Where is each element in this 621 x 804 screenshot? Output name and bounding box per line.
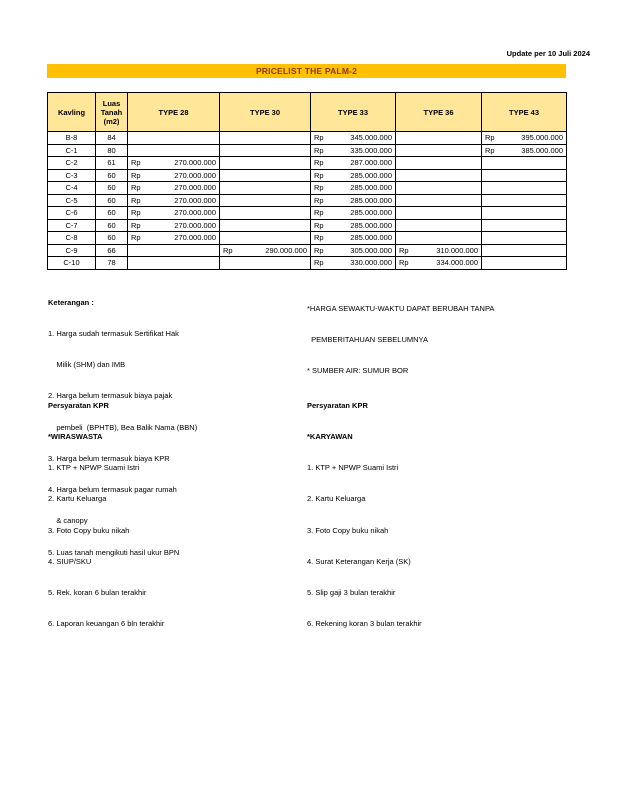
price-amount: 270.000.000 bbox=[174, 220, 216, 230]
col-header-type-28: TYPE 28 bbox=[128, 93, 220, 132]
price-cell bbox=[311, 219, 396, 232]
pricelist-table bbox=[47, 92, 567, 270]
unavailable-cell bbox=[220, 194, 311, 207]
price-amount: 287.000.000 bbox=[350, 158, 392, 168]
kpr-subheading-wiraswasta: *WIRASWASTA bbox=[48, 432, 103, 442]
unavailable-cell bbox=[482, 194, 567, 207]
currency-label: Rp bbox=[131, 183, 141, 193]
currency-label: Rp bbox=[131, 208, 141, 218]
currency-label: Rp bbox=[314, 133, 324, 143]
price-cell bbox=[311, 244, 396, 257]
update-date-label: Update per 10 Juli 2024 bbox=[506, 49, 590, 58]
price-cell bbox=[128, 207, 220, 220]
kavling-cell: C-3 bbox=[48, 169, 96, 182]
luas-tanah-cell: 61 bbox=[96, 157, 128, 170]
table-row bbox=[48, 132, 567, 145]
price-cell bbox=[311, 169, 396, 182]
unavailable-cell bbox=[482, 219, 567, 232]
price-disclaimer-notes bbox=[307, 283, 494, 387]
kpr-item: 4. SIUP/SKU bbox=[48, 556, 92, 566]
unavailable-cell bbox=[220, 207, 311, 220]
luas-tanah-cell: 60 bbox=[96, 194, 128, 207]
currency-label: Rp bbox=[131, 170, 141, 180]
currency-label: Rp bbox=[131, 220, 141, 230]
price-cell bbox=[311, 194, 396, 207]
keterangan-line: 2. Harga belum termasuk biaya pajak bbox=[48, 391, 173, 401]
price-amount: 305.000.000 bbox=[350, 245, 392, 255]
table-row bbox=[48, 232, 567, 245]
keterangan-heading: Keterangan : bbox=[48, 297, 94, 307]
kpr-item: 4. Surat Keterangan Kerja (SK) bbox=[307, 556, 411, 566]
kpr-item: 5. Slip gaji 3 bulan terakhir bbox=[307, 588, 396, 598]
currency-label: Rp bbox=[131, 158, 141, 168]
unavailable-cell bbox=[128, 244, 220, 257]
table-row bbox=[48, 182, 567, 195]
price-amount: 285.000.000 bbox=[350, 183, 392, 193]
unavailable-cell bbox=[220, 232, 311, 245]
kavling-cell: C-8 bbox=[48, 232, 96, 245]
price-amount: 270.000.000 bbox=[174, 195, 216, 205]
price-amount: 270.000.000 bbox=[174, 233, 216, 243]
currency-label: Rp bbox=[131, 233, 141, 243]
price-cell bbox=[311, 182, 396, 195]
table-row bbox=[48, 257, 567, 270]
water-source-line: * SUMBER AIR: SUMUR BOR bbox=[307, 366, 409, 376]
currency-label: Rp bbox=[314, 208, 324, 218]
kavling-cell: B-8 bbox=[48, 132, 96, 145]
price-cell bbox=[311, 157, 396, 170]
luas-tanah-cell: 60 bbox=[96, 182, 128, 195]
unavailable-cell bbox=[220, 169, 311, 182]
currency-label: Rp bbox=[314, 258, 324, 268]
luas-tanah-cell: 60 bbox=[96, 169, 128, 182]
unavailable-cell bbox=[220, 157, 311, 170]
unavailable-cell bbox=[220, 144, 311, 157]
keterangan-line: 4. Harga belum termasuk pagar rumah bbox=[48, 485, 177, 495]
currency-label: Rp bbox=[314, 158, 324, 168]
disclaimer-line: PEMBERITAHUAN SEBELUMNYA bbox=[307, 335, 428, 345]
currency-label: Rp bbox=[314, 170, 324, 180]
luas-tanah-cell: 80 bbox=[96, 144, 128, 157]
unavailable-cell bbox=[482, 257, 567, 270]
unavailable-cell bbox=[220, 219, 311, 232]
kpr-item: 6. Laporan keuangan 6 bln terakhir bbox=[48, 619, 165, 629]
table-row bbox=[48, 169, 567, 182]
kpr-requirements-karyawan bbox=[307, 380, 422, 640]
kpr-item: 3. Foto Copy buku nikah bbox=[48, 525, 130, 535]
col-header-type-43: TYPE 43 bbox=[482, 93, 567, 132]
price-cell bbox=[128, 194, 220, 207]
luas-tanah-cell: 60 bbox=[96, 219, 128, 232]
col-header-type-30: TYPE 30 bbox=[220, 93, 311, 132]
price-amount: 285.000.000 bbox=[350, 170, 392, 180]
luas-tanah-cell: 66 bbox=[96, 244, 128, 257]
kpr-item: 2. Kartu Keluarga bbox=[48, 494, 107, 504]
table-row bbox=[48, 244, 567, 257]
price-cell bbox=[311, 232, 396, 245]
kpr-heading: Persyaratan KPR bbox=[307, 400, 368, 410]
currency-label: Rp bbox=[314, 183, 324, 193]
price-amount: 385.000.000 bbox=[521, 145, 563, 155]
unavailable-cell bbox=[396, 194, 482, 207]
price-amount: 270.000.000 bbox=[174, 208, 216, 218]
kavling-cell: C-7 bbox=[48, 219, 96, 232]
currency-label: Rp bbox=[131, 195, 141, 205]
price-cell bbox=[128, 157, 220, 170]
price-amount: 335.000.000 bbox=[350, 145, 392, 155]
price-amount: 310.000.000 bbox=[436, 245, 478, 255]
unavailable-cell bbox=[396, 169, 482, 182]
price-cell bbox=[482, 132, 567, 145]
price-cell bbox=[220, 244, 311, 257]
luas-tanah-cell: 60 bbox=[96, 232, 128, 245]
keterangan-line: 3. Harga belum termasuk biaya KPR bbox=[48, 453, 170, 463]
keterangan-line: 5. Luas tanah mengikuti hasil ukur BPN bbox=[48, 547, 180, 557]
col-header-kavling: Kavling bbox=[48, 93, 96, 132]
kpr-heading: Persyaratan KPR bbox=[48, 400, 109, 410]
price-cell bbox=[128, 219, 220, 232]
currency-label: Rp bbox=[314, 195, 324, 205]
unavailable-cell bbox=[128, 257, 220, 270]
kavling-cell: C-6 bbox=[48, 207, 96, 220]
unavailable-cell bbox=[396, 232, 482, 245]
table-row bbox=[48, 219, 567, 232]
table-row bbox=[48, 194, 567, 207]
currency-label: Rp bbox=[485, 133, 495, 143]
price-cell bbox=[396, 244, 482, 257]
currency-label: Rp bbox=[314, 220, 324, 230]
table-row bbox=[48, 207, 567, 220]
kpr-subheading-karyawan: *KARYAWAN bbox=[307, 432, 353, 442]
price-amount: 270.000.000 bbox=[174, 170, 216, 180]
col-header-luas-tanah: Luas Tanah (m2) bbox=[96, 93, 128, 132]
luas-tanah-cell: 78 bbox=[96, 257, 128, 270]
keterangan-line: Milik (SHM) dan IMB bbox=[48, 360, 126, 370]
kavling-cell: C-10 bbox=[48, 257, 96, 270]
price-amount: 330.000.000 bbox=[350, 258, 392, 268]
kavling-cell: C-2 bbox=[48, 157, 96, 170]
kavling-cell: C-4 bbox=[48, 182, 96, 195]
unavailable-cell bbox=[482, 182, 567, 195]
unavailable-cell bbox=[482, 169, 567, 182]
keterangan-line: 1. Harga sudah termasuk Sertifikat Hak bbox=[48, 329, 179, 339]
price-cell bbox=[128, 182, 220, 195]
kpr-item: 5. Rek. koran 6 bulan terakhir bbox=[48, 588, 147, 598]
price-cell bbox=[396, 257, 482, 270]
price-cell bbox=[311, 207, 396, 220]
currency-label: Rp bbox=[485, 145, 495, 155]
unavailable-cell bbox=[482, 232, 567, 245]
currency-label: Rp bbox=[314, 245, 324, 255]
unavailable-cell bbox=[482, 244, 567, 257]
kavling-cell: C-5 bbox=[48, 194, 96, 207]
currency-label: Rp bbox=[223, 245, 233, 255]
kavling-cell: C-1 bbox=[48, 144, 96, 157]
kpr-item: 1. KTP + NPWP Suami Istri bbox=[307, 463, 399, 473]
price-amount: 334.000.000 bbox=[436, 258, 478, 268]
price-amount: 285.000.000 bbox=[350, 195, 392, 205]
price-amount: 285.000.000 bbox=[350, 233, 392, 243]
unavailable-cell bbox=[482, 207, 567, 220]
price-cell bbox=[311, 257, 396, 270]
luas-tanah-cell: 60 bbox=[96, 207, 128, 220]
table-row bbox=[48, 157, 567, 170]
price-amount: 345.000.000 bbox=[350, 133, 392, 143]
currency-label: Rp bbox=[314, 145, 324, 155]
page-title-banner: PRICELIST THE PALM-2 bbox=[47, 64, 566, 78]
unavailable-cell bbox=[482, 157, 567, 170]
kavling-cell: C-9 bbox=[48, 244, 96, 257]
unavailable-cell bbox=[396, 157, 482, 170]
price-amount: 270.000.000 bbox=[174, 158, 216, 168]
price-amount: 290.000.000 bbox=[265, 245, 307, 255]
price-cell bbox=[128, 169, 220, 182]
unavailable-cell bbox=[396, 182, 482, 195]
price-cell bbox=[311, 144, 396, 157]
unavailable-cell bbox=[220, 132, 311, 145]
price-cell bbox=[482, 144, 567, 157]
table-row bbox=[48, 144, 567, 157]
price-amount: 395.000.000 bbox=[521, 133, 563, 143]
keterangan-line: pembeli (BPHTB), Bea Balik Nama (BBN) bbox=[48, 422, 198, 432]
price-cell bbox=[311, 132, 396, 145]
unavailable-cell bbox=[396, 144, 482, 157]
currency-label: Rp bbox=[399, 245, 409, 255]
unavailable-cell bbox=[128, 132, 220, 145]
unavailable-cell bbox=[396, 207, 482, 220]
kpr-item: 6. Rekening koran 3 bulan terakhir bbox=[307, 619, 422, 629]
luas-tanah-cell: 84 bbox=[96, 132, 128, 145]
currency-label: Rp bbox=[314, 233, 324, 243]
price-amount: 285.000.000 bbox=[350, 208, 392, 218]
keterangan-line: & canopy bbox=[48, 516, 88, 526]
kpr-item: 2. Kartu Keluarga bbox=[307, 494, 366, 504]
kpr-item: 3. Foto Copy buku nikah bbox=[307, 525, 389, 535]
disclaimer-line: *HARGA SEWAKTU-WAKTU DAPAT BERUBAH TANPA bbox=[307, 303, 495, 313]
price-amount: 285.000.000 bbox=[350, 220, 392, 230]
kpr-requirements-wiraswasta bbox=[48, 380, 164, 640]
unavailable-cell bbox=[128, 144, 220, 157]
col-header-type-36: TYPE 36 bbox=[396, 93, 482, 132]
table-header-row bbox=[48, 93, 567, 132]
unavailable-cell bbox=[220, 257, 311, 270]
unavailable-cell bbox=[396, 132, 482, 145]
col-header-type-33: TYPE 33 bbox=[311, 93, 396, 132]
unavailable-cell bbox=[220, 182, 311, 195]
kpr-item: 1. KTP + NPWP Suami Istri bbox=[48, 463, 140, 473]
price-amount: 270.000.000 bbox=[174, 183, 216, 193]
currency-label: Rp bbox=[399, 258, 409, 268]
unavailable-cell bbox=[396, 219, 482, 232]
price-cell bbox=[128, 232, 220, 245]
